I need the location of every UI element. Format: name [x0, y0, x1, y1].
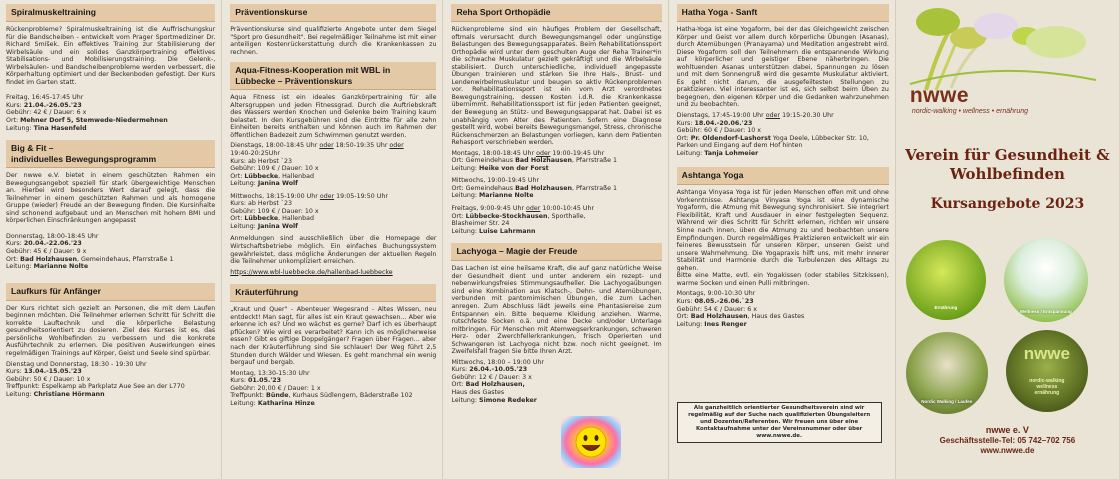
section-text: Der nwwe e.V. bietet in einem geschützten Rahmen ein Bewegungsangebot speziell für stark übergewichtige Menschen an. Hierbei wird besonders Wert darauf gelegt, dass die Teilnehmer in einem geschützten Rahmen und als homogene Gruppe (wieder) Freude an der Bewegung finden. Die Kursinhalte sind schonend aufgebaut und an Menschen mit hohem BMI und körperlichen Einschränkungen angepasst	[6, 172, 216, 225]
photo-circles	[896, 218, 1119, 423]
section-heading: Reha Sport Orthopädie	[451, 4, 661, 22]
course-dates: 20.04.-22.06.'23	[23, 240, 82, 248]
course-day: Freitags, 9:00-9:45 Uhr oder 10:00-10:45 Uhr	[451, 205, 595, 213]
footer-org-name: nwwe e. V	[985, 425, 1029, 435]
course-leader: Marianne Nolte	[33, 263, 89, 271]
course-leader: Katharina Hinze	[257, 399, 315, 407]
course-location: Lübbecke	[244, 215, 279, 223]
section-spiralmuskeltraining	[6, 4, 215, 132]
course-location: Lübbecke-Stockhausen	[465, 212, 548, 220]
course-fee: Gebühr: 50 € / Dauer: 10 x	[6, 375, 91, 383]
course-meeting-point: Treffpunkt: Espelkamp ab Parkplatz Aue See an der L770	[6, 383, 185, 391]
course-location: Bad Holzhausen,	[465, 381, 525, 389]
cover-subtitle: Kursangebote 2023	[930, 196, 1085, 212]
course-location: Bad Holzhausen	[515, 157, 572, 165]
course-fee: Gebühr: 42 € / Dauer: 6 x	[6, 109, 87, 117]
footer-website[interactable]: www.nwwe.de	[980, 446, 1035, 455]
course-day: Donnerstag, 18:00-18:45 Uhr	[6, 232, 99, 240]
course-location: Bad Holzhausen	[20, 255, 78, 263]
section-text: Rückenprobleme sind ein häufiges Problem der Gesellschaft, oftmals verursacht durch Bewegungsmangel oder ungünstige Belastungen des Bewegungsapparates. Beim Rehabilitationssport Orthopädie wird unter dem geschulten Auge der Reha Trainer*in die schwache Muskulatur gezielt gekräftigt und die Wirbelsäule stabilisiert. Durch unterschiedliche, individuell angepasste Übungen trainieren und stärken Sie Ihre Hals-, Brust- und Lendenwirbelmuskulatur und beugen so aktiv Rückenproblemen vor. Rehabilitationssport ist ein vom Arzt verordnetes Bewegungstraining, dessen Kosten i.d.R. die Krankenkasse übernimmt. Rehabilitationssport ist für jeden Patienten geeignet, der Bewegung an Stütz- und Bewegungsapparat hat. Dabei ist es unabhängig vom Alter des Patienten. Sofern eine Diagnose gestellt wird, wobei bereits Bewegungsmangel, Stress, chronische Rückenschmerzen an Belastungen vorliegen, kann dem Patienten Rehasport verschrieben werden.	[451, 26, 662, 147]
section-lachyoga	[451, 243, 661, 404]
course-details: Donnerstag, 18:00-18:45 Uhr Kurs: 20.04.-22.06.'23 Gebühr: 45 € / Dauer: 9 x Ort: Bad Holzhausen, Gemeindehaus, Pfarrstraße 1 Leitung: Marianne Nolte	[6, 233, 215, 271]
section-heading: Präventionskurse	[230, 4, 436, 22]
course-dates: 01.05.'23	[248, 377, 282, 385]
recruiting-notice: Als ganzheitlich orientierter Gesundheitsverein sind wir regelmäßig auf der Suche nach qualifizierten Übungsleitern und Dozenten/Referenten. Wir freuen uns über eine Kontaktaufnahme unter der Vereinsnummer oder über www.nwwe.de.	[677, 402, 882, 443]
footer-phone: Geschäftsstelle-Tel: 05 742–702 756	[939, 436, 1076, 445]
contact-footer	[896, 425, 1119, 455]
course-day: Freitag, 16:45-17:45 Uhr	[6, 94, 84, 102]
section-text: Ashtanga Vinyasa Yoga ist für jeden Menschen offen mit und ohne Vorkenntnisse. Ashtanga Vinyasa Yoga ist eine dynamische Yogaform, die Atmung mit Bewegung synchronisiert. Sie integriert Flexibilität, Kraft und Ausdauer in einer festgelegten Sequenz. Während wir dies Schritt für Schritt erlernen, richten wir unsere Sinne nach innen, üben die Atmung zu und beobachten unsere Empfindungen. Durch regelmäßiges Praktizieren entwickelt wir ein feineres Bewusstsein für unseren Körper, unseren Geist und unsere Wahrnehmung. Die Yogapraxis hilft uns, mit mehr innerer Stabilität und Harmonie durch die Turbulenzen des Alltags zu gehen. Bitte eine Matte, evtl. ein Yogakissen (oder stabiles Sitzkissen), warme Socken und einen Pulli mitbringen.	[676, 189, 889, 287]
course-location: Pr. Oldendorf-Lashorst	[690, 134, 771, 142]
course-day: Montags, 18:00-18:45 Uhr oder 19:00-19:45 Uhr	[451, 149, 605, 157]
column-4	[669, 0, 895, 479]
nutrition-photo: Ernährung	[906, 240, 986, 320]
section-text: Präventionskurse sind qualifizierte Angebote unter dem Siegel "Sport pro Gesundheit". Bei regelmäßiger Teilnahme ist mit einer anteiligen Kostenrückerstattung durch die Krankenkassen zu rechnen.	[230, 26, 437, 56]
section-laufkurs	[6, 283, 215, 399]
course-location: Mehner Dorf 5, Stemwede-Niedermehnen	[20, 117, 168, 125]
section-heading: Laufkurs für Anfänger	[6, 283, 215, 301]
section-heading: Aqua-Fitness-Kooperation mit WBL in Lübbecke – Präventionskurs	[230, 62, 436, 90]
column-3	[443, 0, 667, 479]
course-details-1: Dienstags, 18:00-18:45 Uhr oder 18:50-19:35 Uhr oder 19:40-20:25Uhr Kurs: ab Herbst `23 Gebühr: 109 € / Dauer: 10 x Ort: Lübbecke, Hallenbad Leitung: Janina Wolf	[230, 142, 436, 187]
course-leader: Tina Hasenfeld	[33, 124, 87, 132]
section-reha-sport	[451, 4, 661, 235]
course-details-3: Freitags, 9:00-9:45 Uhr oder 10:00-10:45 Uhr Ort: Lübbecke-Stockhausen, Sporthalle, Blasheimer Str. 24 Leitung: Luise Lahrmann	[451, 205, 661, 235]
section-heading: Spiralmuskeltraining	[6, 4, 215, 22]
section-ashtanga-yoga	[677, 167, 889, 328]
course-dates: 13.04.-15.05.'23	[23, 368, 82, 376]
column-1	[0, 0, 221, 479]
course-dates: 18.04.-20.06.'23	[694, 119, 753, 127]
course-details: Montags, 9:00-10:30 Uhr Kurs: 08.05.-26.06.`23 Gebühr: 54 € / Dauer: 6 x Ort: Bad Holzhausen, Haus des Gastes Leitung: Ines Renger	[677, 290, 889, 328]
column-2	[222, 0, 442, 479]
course-fee: Gebühr: 60 € / Dauer: 10 x	[676, 127, 762, 135]
section-text: Rückenprobleme? Spiralmuskeltraining ist die Auffrischungskur für die Bandscheiben - entwickelt vom Prager Sportmediziner Dr. Richard Smíšek. Ein effektives Training zur Stabilisierung der Wirbelsäule und ein solides Ganzkörpertraining effektives Stabilisations- und Mobilisierungstraining. Die Gelenk-, Wirbelsäulen- und Bandscheibenprobleme werden verbessert, die Körperhaltung optimiert und der Beckenboden gefestigt. Der Kurs findet im Garten statt.	[6, 26, 216, 86]
course-location: Bad Holzhausen	[515, 184, 572, 192]
course-day: Mittwochs, 19:00-19:45 Uhr	[451, 177, 540, 185]
section-kraeuterfuehrung	[230, 284, 436, 407]
course-leader: Luise Lahrmann	[479, 227, 536, 235]
brand-name: nwwe	[909, 84, 970, 107]
course-dates: Kurs: ab Herbst `23	[230, 157, 292, 165]
course-day: Dienstags, 18:00-18:45 Uhr oder 18:50-19:35 Uhr oder	[230, 142, 404, 150]
course-fee: Gebühr: 109 € / Dauer: 10 x	[230, 165, 319, 173]
course-leader: Janina Wolf	[257, 180, 298, 188]
course-fee: Gebühr: 109 € / Dauer: 10 x	[230, 207, 319, 215]
course-details: Dienstags, 17:45-19:00 Uhr oder 19:15-20.30 Uhr Kurs: 18.04.-20.06.'23 Gebühr: 60 € / Dauer: 10 x Ort: Pr. Oldendorf-Lashorst Yoga Deele, Lübbecker Str. 10, Parken und Eingang auf dem Hof hinten Leitung: Tanja Lohmeier	[677, 112, 889, 157]
course-dates: Kurs: ab Herbst `23	[230, 200, 292, 208]
section-text: „Kraut und Quer" - Abenteuer Wegesrand - Altes Wissen, neu entdeckt! Man sagt, für alles ist ein Kraut gewachsen... Aber wie erkenne ich es? Und wo wächst es gerne? Darf ich es überhaupt pflücken? Wie wird es verarbeitet? Kann ich es möglicherweise essen? Gibt es giftige Doppelgänger? Fragen über Fragen... aber nach der Kräuterführung sind Sie schlauer! Der Weg führt 2,5 Stunden durch Wälder und Wiesen. Es geht manchmal ein wenig bergauf und bergab.	[230, 306, 437, 367]
section-text: Der Kurs richtet sich gezielt an Personen, die mit dem Laufen beginnen möchten. Die Teilnehmer erlernen Schritt für Schritt die korrekte Lauftechnik und die körperliche Belastung gesundheitsorientiert zu dosieren. Ziel des Kurses ist es, das persönliche Wohlbefinden zu verbessern und die konkrete Ausführtechnik zu erlernen. Die positiven Auswirkungen eines regelmäßigen Trainings auf Körper, Geist und Seele sind spürbar.	[6, 304, 216, 357]
course-dates: 08.05.-26.06.`23	[694, 297, 754, 305]
course-leader: Simone Redeker	[479, 396, 537, 404]
section-hatha-yoga	[677, 4, 889, 157]
booking-note: Anmeldungen sind ausschließlich über die Homepage der Wirtschaftsbetriebe möglich. Ein einfaches Buchungssystem gewährleistet, dass mögliche Änderungen der aktuellen Regeln die Teilnehmer unkompliziert erreichen.	[230, 235, 437, 266]
course-day: Dienstag und Donnerstag, 18:30 - 19:30 Uhr	[6, 360, 147, 368]
course-day: Montag, 13:30-15:30 Uhr	[230, 369, 310, 377]
nordic-walking-photo: Nordic Walking / Laufen	[906, 332, 988, 414]
section-text: Hatha-Yoga ist eine Yogaform, bei der das Gleichgewicht zwischen Körper und Geist vor allem durch körperliche Übungen (Asanas), durch Atemübungen (Pranayama) und Meditation angestrebt wird. Diese Yogaform soll den Teilnehmern die entspannende Wirkung auf körperlicher und geistiger Ebene näherbringen. Die wohltuenden Asanas unterstützen dabei, Spannungen zu lösen und mit dem Sonnengruß wird die gesamte Muskulatur aktiviert. Es geht nicht darum, die ausgefeiltesten Stellungen zu praktizieren. Viel interessanter ist es, sich selbst beim Üben zu begegnen, den eigenen Körper und die Gedanken wahrzunehmen und zu beobachten.	[676, 26, 889, 109]
smiley-icon	[561, 416, 621, 468]
course-day: Mittwochs, 18:00 – 19:00 Uhr	[451, 358, 544, 366]
course-fee: Gebühr: 20,00 € / Dauer: 1 x	[230, 384, 321, 392]
course-leader: Marianne Nolte	[479, 192, 534, 200]
course-fee: Gebühr: 54 € / Dauer: 6 x	[676, 305, 758, 313]
section-text: Aqua Fitness ist ein ideales Ganzkörpertraining für alle Altersgruppen und jeden Fitnessgrad. Durch die Auftriebskraft des Wassers werden Knochen und Gelenke beim Training kaum belastet. In den Kursgebühren sind die Eintritte für alle zehn Einheiten bereits enthalten und können auch im Rahmen der öffentlichen Badezeit zum Schwimmen genutzt werden.	[230, 94, 437, 139]
course-leader: Heike von der Forst	[479, 164, 549, 172]
section-heading: Big & Fit – individuelles Bewegungsprogramm	[6, 140, 215, 168]
course-location: Bünde	[266, 392, 289, 400]
course-day: Mittwochs, 18:15-19:00 Uhr oder 19:05-19:50 Uhr	[230, 192, 388, 200]
course-dates: 26.04.-10.05.'23	[469, 366, 528, 374]
course-leader: Janina Wolf	[257, 222, 298, 230]
logo	[896, 0, 1119, 118]
course-fee: Gebühr: 12 € / Dauer: 3 x	[451, 373, 532, 381]
course-day: Dienstags, 17:45-19:00 Uhr oder 19:15-20.30 Uhr	[676, 112, 834, 120]
section-heading: Lachyoga – Magie der Freude	[451, 243, 661, 261]
course-details: Dienstag und Donnerstag, 18:30 - 19:30 Uhr Kurs: 13.04.-15.05.'23 Gebühr: 50 € / Dauer: 10 x Treffpunkt: Espelkamp ab Parkplatz Aue See an der L770 Leitung: Christiane Hörmann	[6, 361, 215, 399]
course-leader: Tanja Lohmeier	[704, 149, 759, 157]
course-details: Mittwochs, 18:00 – 19:00 Uhr Kurs: 26.04.-10.05.'23 Gebühr: 12 € / Dauer: 3 x Ort: Bad Holzhausen, Haus des Gastes Leitung: Simone Redeker	[451, 359, 566, 404]
section-heading: Kräuterführung	[230, 284, 436, 302]
cover-column	[896, 0, 1119, 479]
course-dates: 21.04.-26.05.'23	[23, 101, 82, 109]
booking-link[interactable]: https://www.wbl-luebbecke.de/hallenbad-luebbecke	[230, 268, 393, 276]
section-aqua-fitness	[230, 62, 436, 276]
course-leader: Christiane Hörmann	[33, 390, 105, 398]
course-fee: Gebühr: 45 € / Dauer: 9 x	[6, 248, 87, 256]
course-day: Montags, 9:00-10:30 Uhr	[676, 290, 756, 298]
section-big-fit	[6, 140, 215, 271]
brand-tagline: nordic-walking • wellness • ernährung	[911, 108, 1029, 115]
course-details-2: Mittwochs, 19:00-19:45 Uhr Ort: Gemeindehaus Bad Holzhausen, Pfarrstraße 1 Leitung: Marianne Nolte	[451, 177, 661, 200]
section-praeventionskurse	[230, 4, 436, 56]
cover-title: Verein für Gesundheit & Wohlbefinden	[905, 146, 1110, 183]
nwwe-badge: nwwe nordic-walking wellness ernährung	[1006, 330, 1088, 412]
course-location: Lübbecke	[244, 172, 279, 180]
section-text: Das Lachen ist eine heilsame Kraft, die auf ganz natürliche Weise der Gesundheit dient und unter anderem ein rezept- und nebenwirkungsfreies Stimmungsaufheller. Die Lachyogaübungen sind eine Kombination aus Klatsch-, Dehn- und Atemübungen, verbunden mit pantomimischen Übungen, die zum Lachen anregen. Zum Abschluss lädt jeweils eine Phantasiereise zum Entspannen ein. Bitte bequeme Kleidung anziehen. Warme, rutschfeste Socken o.ä. und eine Decke und/oder Unterlage mitbringen. Für Menschen mit Atemwegserkrankungen, schweren Herz- oder Zwerchfellerkrankungen, frisch Operierten und Schwangeren ist Lachyoga nicht bzw. noch nicht geeignet. Im Zweifelsfall fragen Sie bitte Ihren Arzt.	[451, 265, 662, 356]
course-details: Freitag, 16:45-17:45 Uhr Kurs: 21.04.-26.05.'23 Gebühr: 42 € / Dauer: 6 x Ort: Mehner Dorf 5, Stemwede-Niedermehnen Leitung: Tina Hasenfeld	[6, 94, 215, 132]
wellness-photo: Wellness / Entspannung	[1004, 238, 1088, 322]
course-leader: Ines Renger	[704, 320, 747, 328]
course-location: Bad Holzhausen	[690, 313, 748, 321]
section-heading: Hatha Yoga - Sanft	[677, 4, 889, 22]
course-details-1: Montags, 18:00-18:45 Uhr oder 19:00-19:45 Uhr Ort: Gemeindehaus Bad Holzhausen, Pfarrstraße 1 Leitung: Heike von der Forst	[451, 150, 661, 173]
course-details-2: Mittwochs, 18:15-19:00 Uhr oder 19:05-19:50 Uhr Kurs: ab Herbst `23 Gebühr: 109 € / Dauer: 10 x Ort: Lübbecke, Hallenbad Leitung: Janina Wolf	[230, 193, 436, 231]
course-details: Montag, 13:30-15:30 Uhr Kurs: 01.05.'23 Gebühr: 20,00 € / Dauer: 1 x Treffpunkt: Bünde, Kurhaus Südlengern, Bäderstraße 102 Leitung: Katharina Hinze	[230, 370, 436, 408]
section-heading: Ashtanga Yoga	[677, 167, 889, 185]
